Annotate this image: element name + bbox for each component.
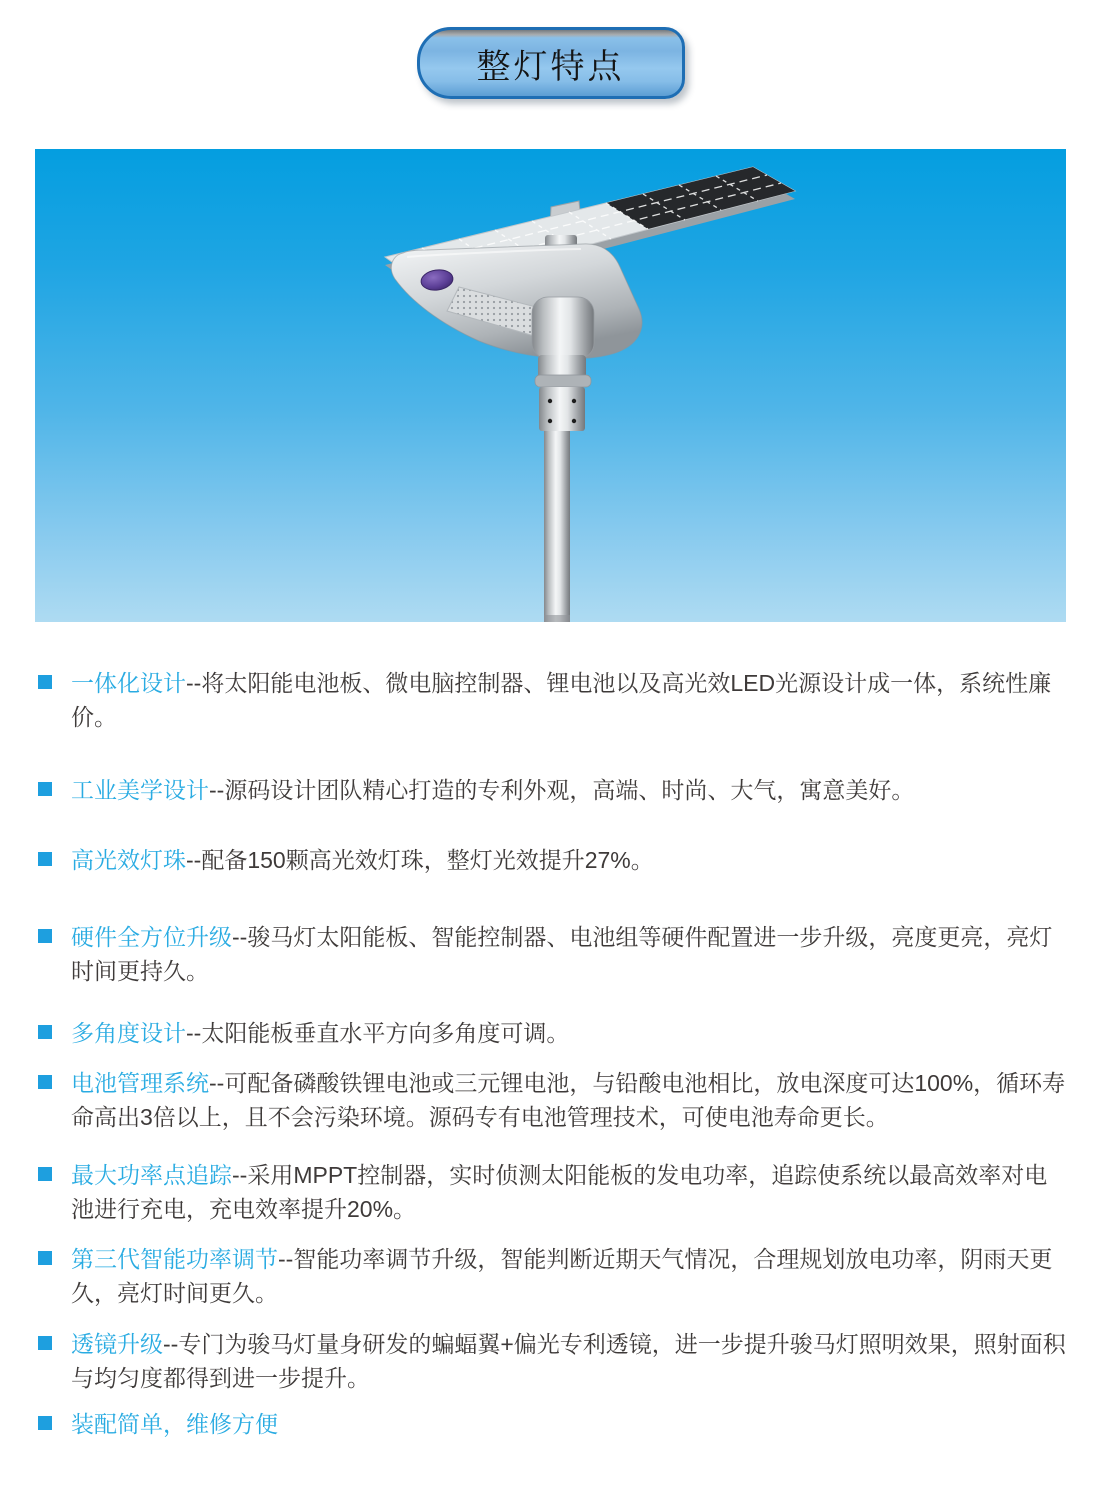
bullet-square-icon: [38, 852, 52, 866]
feature-separator: --: [278, 1246, 294, 1272]
feature-description: 源码设计团队精心打造的专利外观，高端、时尚、大气，寓意美好。: [224, 777, 915, 803]
page-title: 整灯特点: [476, 47, 625, 86]
feature-item-battery-management: [35, 1066, 1066, 1134]
feature-item-easy-assembly: [35, 1407, 1066, 1441]
feature-separator: --: [186, 847, 202, 873]
product-image: [35, 149, 1066, 622]
lamp-head: [391, 244, 642, 359]
feature-name: 高光效灯珠: [71, 847, 186, 873]
bullet-square-icon: [38, 1025, 52, 1039]
bullet-square-icon: [38, 1075, 52, 1089]
bullet-square-icon: [38, 929, 52, 943]
feature-separator: --: [209, 1070, 225, 1096]
bullet-square-icon: [38, 782, 52, 796]
feature-separator: --: [232, 1162, 248, 1188]
feature-name: 透镜升级: [71, 1331, 163, 1357]
feature-item-lens-upgrade: [35, 1327, 1066, 1395]
title-row: [0, 0, 1101, 99]
feature-name: 最大功率点追踪: [71, 1162, 232, 1188]
feature-item-hardware-upgrade: [35, 920, 1066, 988]
feature-name: 电池管理系统: [71, 1070, 209, 1096]
feature-name: 装配简单，维修方便: [71, 1411, 278, 1437]
feature-description: 骏马灯太阳能板、智能控制器、电池组等硬件配置进一步升级，亮度更亮，亮灯时间更持久。: [71, 924, 1053, 984]
feature-item-high-efficacy-leds: [35, 843, 1066, 877]
feature-separator: --: [209, 777, 225, 803]
feature-separator: --: [232, 924, 248, 950]
mounting-hub: [532, 297, 594, 431]
bullet-square-icon: [38, 675, 52, 689]
bullet-square-icon: [38, 1251, 52, 1265]
feature-name: 工业美学设计: [71, 777, 209, 803]
feature-separator: --: [186, 670, 202, 696]
feature-item-mppt-tracking: [35, 1158, 1066, 1226]
feature-name: 第三代智能功率调节: [71, 1246, 278, 1272]
feature-separator: --: [163, 1331, 179, 1357]
feature-name: 硬件全方位升级: [71, 924, 232, 950]
feature-description: 太阳能板垂直水平方向多角度可调。: [201, 1020, 570, 1046]
feature-description: 将太阳能电池板、微电脑控制器、锂电池以及高光效LED光源设计成一体，系统性廉价。: [71, 670, 1052, 730]
feature-description: 采用MPPT控制器，实时侦测太阳能板的发电功率，追踪使系统以最高效率对电池进行充电，充电效率提升20%。: [71, 1162, 1048, 1222]
feature-item-industrial-aesthetics: [35, 773, 1066, 807]
feature-item-smart-power-adjustment: [35, 1242, 1066, 1310]
bullet-square-icon: [38, 1416, 52, 1430]
solar-street-lamp-illustration: [35, 149, 1066, 622]
feature-item-multi-angle-design: [35, 1016, 1066, 1050]
feature-description: 专门为骏马灯量身研发的蝙蝠翼+偏光专利透镜，进一步提升骏马灯照明效果，照射面积与均匀度都得到进一步提升。: [71, 1331, 1066, 1391]
feature-name: 一体化设计: [71, 670, 186, 696]
feature-list: [35, 666, 1066, 1441]
feature-name: 多角度设计: [71, 1020, 186, 1046]
feature-separator: --: [186, 1020, 202, 1046]
feature-description: 可配备磷酸铁锂电池或三元锂电池，与铅酸电池相比，放电深度可达100%，循环寿命高出3倍以上，且不会污染环境。源码专有电池管理技术，可使电池寿命更长。: [71, 1070, 1066, 1130]
feature-description: 智能功率调节升级，智能判断近期天气情况，合理规划放电功率，阴雨天更久，亮灯时间更久。: [71, 1246, 1053, 1306]
feature-description: 配备150颗高光效灯珠，整灯光效提升27%。: [201, 847, 654, 873]
section-title-button: [417, 27, 685, 99]
bullet-square-icon: [38, 1167, 52, 1181]
bullet-square-icon: [38, 1336, 52, 1350]
feature-item-integrated-design: [35, 666, 1066, 734]
